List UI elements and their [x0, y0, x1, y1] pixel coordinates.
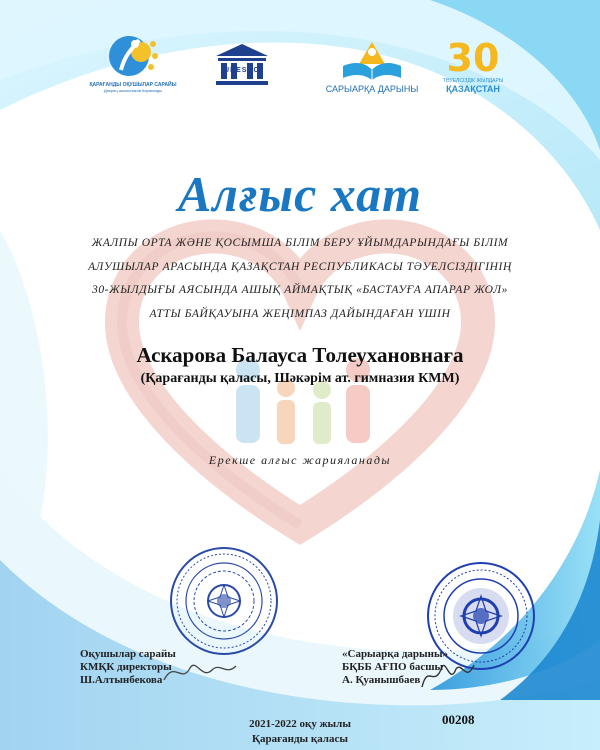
- right-signatory: «Сарыарқа дарыны» БҚББ АҒПО басшы А. Қуанышбаев: [342, 648, 449, 686]
- academic-year: 2021-2022 оқу жылы: [249, 718, 351, 730]
- certificate-number: 00208: [442, 712, 475, 727]
- left-signatory: Оқушылар сарайы КМҚК директоры Ш.Алтынбекова: [80, 648, 176, 686]
- karagandy-pupils-palace-logo: ҚАРАҒАНДЫ ОҚУШЫЛАР САРАЙЫ Дворец школьников Караганды: [88, 30, 178, 105]
- palace-emblem-icon: [103, 30, 163, 82]
- reason-line: АТТЫ БАЙҚАУЫНА ЖЕҢІМПАЗ ДАЙЫНДАҒАН ҮШІН: [149, 307, 451, 320]
- number-30: 30: [446, 36, 500, 80]
- reason-line: АЛУШЫЛАР АРАСЫНДА ҚАЗАҚСТАН РЕСПУБЛИКАСЫ ТӘУЕЛСІЗДІГІНІҢ: [88, 260, 512, 273]
- reason-line: 30-ЖЫЛДЫҒЫ АЯСЫНДА АШЫҚ АЙМАҚТЫҚ «БАСТАУҒА АПАРАР ЖОЛ»: [91, 284, 508, 296]
- city-name: Қарағанды қаласы: [252, 733, 348, 745]
- unesco-logo: UNESCO: [210, 40, 274, 115]
- left-official-stamp: [168, 545, 280, 657]
- recipient-organization: (Қарағанды қаласы, Шәкәрім ат. гимназия КММ): [140, 371, 460, 386]
- recipient-name: Аскарова Балауса Толеухановнаға: [136, 343, 464, 367]
- unesco-temple-icon: [212, 40, 272, 92]
- certificate-title: Алғыс хат: [177, 166, 423, 222]
- saryarka-daryny-logo: САРЫАРҚА ДАРЫНЫ: [322, 38, 422, 113]
- book-mountain-icon: [337, 38, 407, 84]
- announcement-text: Ерекше алғыс жарияланады: [208, 453, 392, 467]
- reason-line: ЖАЛПЫ ОРТА ЖӘНЕ ҚОСЫМША БІЛІМ БЕРУ ҰЙЫМДАРЫНДАҒЫ БІЛІМ: [91, 237, 509, 249]
- reason-text: [40, 232, 560, 326]
- kazakhstan-30-logo: 30 ТӘУЕЛСІЗДІК ЖЫЛДАРЫ ҚАЗАҚСТАН: [442, 36, 504, 94]
